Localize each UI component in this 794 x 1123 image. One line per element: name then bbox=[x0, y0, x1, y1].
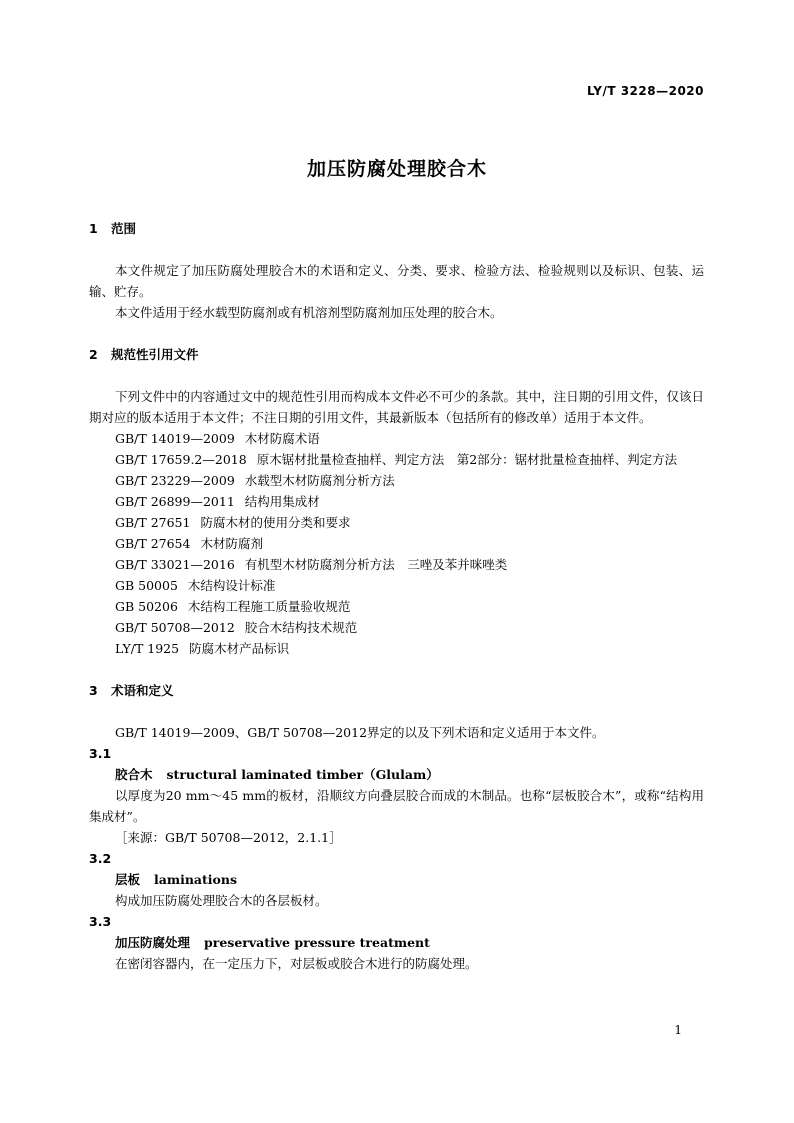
terms-intro: GB/T 14019—2009、GB/T 50708—2012界定的以及下列术语和定义适用于本文件。 bbox=[115, 725, 605, 740]
term-number: 3.2 bbox=[89, 851, 112, 866]
term-chinese: 加压防腐处理 bbox=[115, 935, 191, 950]
reference-item bbox=[89, 575, 704, 596]
section-3-heading bbox=[89, 680, 704, 701]
reference-code: GB/T 26899—2011 bbox=[115, 494, 235, 509]
term-heading bbox=[89, 764, 704, 785]
reference-item bbox=[89, 512, 704, 533]
reference-name: 木结构设计标准 bbox=[187, 578, 276, 593]
reference-name: 原木锯材批量检查抽样、判定方法 第2部分：锯材批量检查抽样、判定方法 bbox=[256, 452, 678, 467]
scope-paragraph-2: 本文件适用于经水载型防腐剂或有机溶剂型防腐剂加压处理的胶合木。 bbox=[115, 305, 503, 320]
reference-name: 有机型木材防腐剂分析方法 三唑及苯并咪唑类 bbox=[244, 557, 508, 572]
section-3-title: 术语和定义 bbox=[111, 683, 174, 698]
term-number: 3.3 bbox=[89, 914, 112, 929]
term-entry bbox=[89, 743, 704, 848]
section-1-number: 1 bbox=[89, 221, 98, 236]
reference-item bbox=[89, 533, 704, 554]
scope-paragraph-1: 本文件规定了加压防腐处理胶合木的术语和定义、分类、要求、检验方法、检验规则以及标识、包装、运输、贮存。 bbox=[89, 263, 704, 299]
term-source: ［来源：GB/T 50708—2012，2.1.1］ bbox=[115, 830, 342, 845]
reference-code: GB/T 27651 bbox=[115, 515, 191, 530]
reference-item bbox=[89, 638, 704, 659]
reference-item bbox=[89, 617, 704, 638]
term-definition: 构成加压防腐处理胶合木的各层板材。 bbox=[115, 893, 328, 908]
term-definition: 以厚度为20 mm～45 mm的板材，沿顺纹方向叠层胶合而成的木制品。也称“层板胶合木”，或称“结构用集成材”。 bbox=[89, 788, 704, 824]
reference-item bbox=[89, 491, 704, 512]
term-entry bbox=[89, 848, 704, 911]
standard-code: LY/T 3228—2020 bbox=[586, 84, 704, 98]
reference-name: 水载型木材防腐剂分析方法 bbox=[244, 473, 395, 488]
reference-code: GB/T 27654 bbox=[115, 536, 191, 551]
page-number: 1 bbox=[674, 1023, 682, 1037]
term-entry bbox=[89, 911, 704, 974]
document-body bbox=[89, 218, 704, 974]
term-english: structural laminated timber（Glulam） bbox=[166, 767, 439, 782]
section-3-number: 3 bbox=[89, 683, 98, 698]
term-english: preservative pressure treatment bbox=[204, 935, 430, 950]
reference-name: 木材防腐术语 bbox=[244, 431, 320, 446]
reference-name: 木结构工程施工质量验收规范 bbox=[187, 599, 351, 614]
reference-name: 木材防腐剂 bbox=[200, 536, 263, 551]
reference-item bbox=[89, 428, 704, 449]
term-definition: 在密闭容器内，在一定压力下，对层板或胶合木进行的防腐处理。 bbox=[115, 956, 478, 971]
reference-code: GB 50206 bbox=[115, 599, 178, 614]
term-heading bbox=[89, 932, 704, 953]
section-2-title: 规范性引用文件 bbox=[111, 347, 199, 362]
section-2-number: 2 bbox=[89, 347, 98, 362]
reference-name: 防腐木材产品标识 bbox=[189, 641, 290, 656]
section-1-heading bbox=[89, 218, 704, 239]
section-2-heading bbox=[89, 344, 704, 365]
reference-name: 胶合木结构技术规范 bbox=[244, 620, 358, 635]
reference-code: GB/T 33021—2016 bbox=[115, 557, 235, 572]
reference-item bbox=[89, 470, 704, 491]
term-heading bbox=[89, 869, 704, 890]
reference-name: 防腐木材的使用分类和要求 bbox=[200, 515, 351, 530]
document-title: 加压防腐处理胶合木 bbox=[306, 158, 487, 180]
reference-code: GB 50005 bbox=[115, 578, 178, 593]
reference-item bbox=[89, 596, 704, 617]
reference-list bbox=[89, 428, 704, 659]
reference-code: GB/T 23229—2009 bbox=[115, 473, 235, 488]
references-intro: 下列文件中的内容通过文中的规范性引用而构成本文件必不可少的条款。其中，注日期的引用文件，仅该日期对应的版本适用于本文件；不注日期的引用文件，其最新版本（包括所有的修改单）适用于本文件。 bbox=[89, 389, 704, 425]
term-chinese: 胶合木 bbox=[115, 767, 153, 782]
section-1-title: 范围 bbox=[111, 221, 137, 236]
reference-code: GB/T 50708—2012 bbox=[115, 620, 235, 635]
reference-code: LY/T 1925 bbox=[115, 641, 180, 656]
reference-item bbox=[89, 449, 704, 470]
term-english: laminations bbox=[154, 872, 238, 887]
reference-code: GB/T 17659.2—2018 bbox=[115, 452, 247, 467]
reference-code: GB/T 14019—2009 bbox=[115, 431, 235, 446]
reference-item bbox=[89, 554, 704, 575]
term-number: 3.1 bbox=[89, 746, 112, 761]
reference-name: 结构用集成材 bbox=[244, 494, 320, 509]
term-chinese: 层板 bbox=[115, 872, 141, 887]
